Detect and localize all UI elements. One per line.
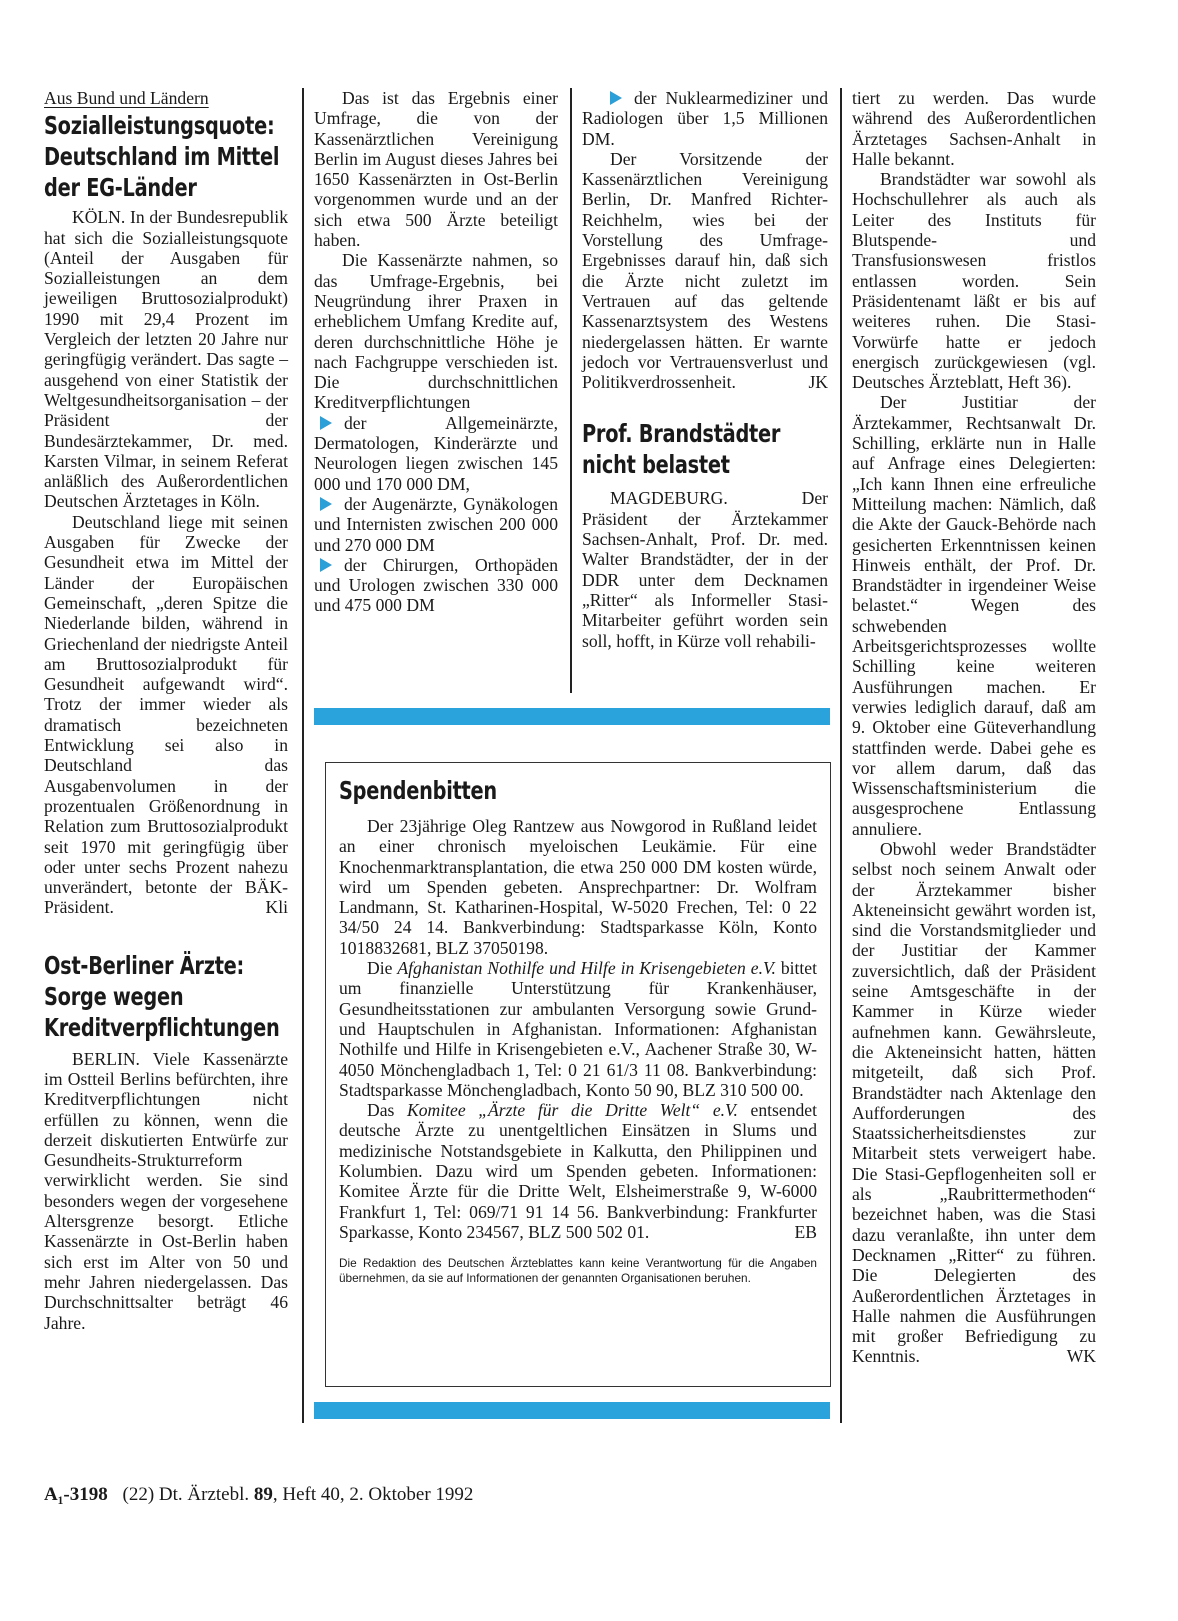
- donation-paragraph: [339, 1100, 817, 1242]
- donation-paragraph: Der 23jährige Oleg Rantzew aus Nowgorod in Rußland leidet an einer chronisch myeloischen Leukämie. Für eine Knochenmarktransplantation, die etwa 250 000 DM kosten würde, wird um Spenden gebeten. Ansprechpartner: Dr. Wolfram Landmann, St. Katharinen-Hospital, W-5020 Frechen, Tel: 0 22 34/50 24 14. Bankverbindung: Stadtsparkasse Köln, Konto 1018832681, BLZ 37050198.: [339, 816, 817, 958]
- article-paragraph: BERLIN. Viele Kassenärzte im Ostteil Berlins befürchten, ihre Kreditverpflichtungen nicht erfüllen zu können, wenn die derzeit diskutierten Entwürfe zur Gesundheits-Strukturreform verwirklicht werden. Sie sind besonders wegen der vorgesehene Altersgrenze besorgt. Etliche Kassenärzte in Ost-Berlin haben sich erst im Alter von 50 und mehr Jahren niedergelassen. Das Durchschnittsalter beträgt 46 Jahre.: [44, 1048, 288, 1333]
- column-3: [582, 88, 828, 651]
- column-rule: [570, 88, 572, 693]
- bullet-item: [314, 413, 558, 494]
- triangle-bullet-icon: [610, 91, 622, 105]
- text-run: entsendet deutsche Ärzte zu unentgeltlichen Einsätzen in Slums und medizinische Notstandsgebiete in Kalkutta, den Philippinen und Kolumbien. Dazu wird um Spenden gebeten. Informationen: Komitee Ärzte für die Dritte Welt, Elsheimerstraße 9, W-6000 Frankfurt 1, Tel: 069/71 91 14 56. Bankverbindung: Frankfurter Sparkasse, Konto 234567, BLZ 500 502 01.: [339, 1100, 817, 1242]
- headline-line: Sorge wegen: [44, 981, 184, 1011]
- text-run: Die: [367, 958, 398, 979]
- bullet-item: [314, 555, 558, 616]
- donation-box-content: [339, 775, 817, 1285]
- author-signature: WK: [1066, 1346, 1096, 1367]
- author-signature: JK: [808, 372, 828, 393]
- headline-ost-berliner-aerzte: [44, 950, 288, 1043]
- triangle-bullet-icon: [320, 416, 332, 430]
- accent-bar-bottom: [314, 1402, 830, 1419]
- column-1: [44, 88, 288, 1333]
- journal-name: Dt. Ärztebl.: [158, 1484, 250, 1505]
- donation-box-headline: Spendenbitten: [339, 776, 497, 805]
- text-run: Das: [367, 1100, 407, 1121]
- organization-name: Komitee „Ärzte für die Dritte Welt“ e.V.: [407, 1100, 738, 1121]
- triangle-bullet-icon: [320, 497, 332, 511]
- organization-name: Afghanistan Nothilfe und Hilfe in Krisengebieten e.V.: [397, 958, 776, 979]
- headline-line: Kreditverpflichtungen: [44, 1012, 280, 1042]
- triangle-bullet-icon: [320, 558, 332, 572]
- bullet-item: [582, 88, 828, 149]
- article-paragraph: Das ist das Ergebnis einer Umfrage, die von der Kassenärztlichen Vereinigung Berlin im August dieses Jahres bei 1650 Kassenärzten in Ost-Berlin vorgenommen wurde und an der sich etwa 500 Ärzte beteiligt haben.: [314, 88, 558, 251]
- author-signature: Kli: [265, 897, 288, 918]
- headline-line: nicht belastet: [582, 450, 730, 480]
- article-paragraph: [582, 149, 828, 393]
- headline-line: Deutschland im Mittel: [44, 142, 280, 172]
- paragraph-text: Deutschland liege mit seinen Ausgaben für Zwecke der Gesundheit etwa im Mittel der Länder der Europäischen Gemeinschaft, „deren Spitze die Niederlande bilden, während in Griechenland der niedrigste Anteil am Bruttosozialprodukt für Gesundheit aufgewandt wird“. Trotz der immer wieder als dramatisch bezeichneten Entwicklung sei also in Deutschland das Ausgabenvolumen in der prozentualen Größenordnung in Relation zum Bruttosozialprodukt seit 1970 mit geringfügig über oder unter sechs Prozent nahezu unverändert, betonte der BÄK-Präsident.: [44, 511, 288, 918]
- paragraph-text: Der Vorsitzende der Kassenärztlichen Vereinigung Berlin, Dr. Manfred Richter-Reichhelm, wies bei der Vorstellung des Umfrage-Ergebnisses darauf hin, daß sich die Ärzte nicht zuletzt im Vertrauen auf das geltende Kassenarztsystem des Westens niedergelassen hätten. Er warnte jedoch vor Vertrauensverlust und Politikverdrossenheit.: [582, 148, 828, 393]
- page-footer: [44, 1484, 473, 1506]
- headline-prof-brandstaedter: [582, 418, 828, 480]
- section-kicker: Aus Bund und Ländern: [44, 88, 209, 108]
- headline-line: Ost-Berliner Ärzte:: [44, 950, 245, 980]
- article-paragraph: Die Kassenärzte nahmen, so das Umfrage-Ergebnis, bei Neugründung ihrer Praxen in erheblichem Umfang Kredite auf, deren durchschnittliche Höhe je nach Fachgruppe verschieden ist. Die durchschnittlichen Kreditverpflichtungen: [314, 250, 558, 413]
- bullet-text: der Augenärzte, Gynäkologen und Internisten zwischen 200 000 und 270 000 DM: [314, 493, 558, 555]
- donation-box: [325, 762, 831, 1387]
- column-4: [852, 88, 1096, 1367]
- editorial-disclaimer: Die Redaktion des Deutschen Ärzteblattes kann keine Verantwortung für die Angaben übernehmen, da sie auf Informationen der genannten Organisationen beruhen.: [339, 1256, 817, 1285]
- article-paragraph: KÖLN. In der Bundesrepublik hat sich die Sozialleistungsquote (Anteil der Ausgaben für Sozialleistungen an dem jeweiligen Bruttosozialprodukt) 1990 mit 29,4 Prozent im Vergleich der letzten 20 Jahre nur geringfügig verändert. Das sagte – ausgehend von einer Statistik der Weltgesundheitsorganisation – der Präsident der Bundesärztekammer, Dr. med. Karsten Vilmar, in seinem Referat anläßlich des Außerordentlichen Deutschen Ärztetages in Köln.: [44, 207, 288, 512]
- text-run: bittet um finanzielle Unterstützung für Krankenhäuser, Gesundheitsstationen zur ambulanten Versorgung sowie Grund- und Hauptschulen in Afghanistan. Informationen: Afghanistan Nothilfe und Hilfe in Krisengebieten e.V., Aachener Straße 30, W-4050 Mönchengladbach 1, Tel: 0 21 61/3 11 08. Bankverbindung: Stadtsparkasse Mönchengladbach, Konto 50 90, BLZ 310 500 00.: [339, 958, 817, 1100]
- issue-date: , Heft 40, 2. Oktober 1992: [272, 1484, 474, 1505]
- article-paragraph: MAGDEBURG. Der Präsident der Ärztekammer Sachsen-Anhalt, Prof. Dr. med. Walter Brandstädter, der in der DDR unter dem Decknamen „Ritter“ als Informeller Stasi-Mitarbeiter geführt worden sein soll, hofft, in Kürze voll rehabili-: [582, 488, 828, 651]
- bullet-text: der Allgemeinärzte, Dermatologen, Kinderärzte und Neurologen liegen zwischen 145 000 und 170 000 DM,: [314, 412, 558, 494]
- article-paragraph: Der Justitiar der Ärztekammer, Rechtsanwalt Dr. Schilling, erklärte nun in Halle auf Anfrage eines Delegierten: „Ich kann Ihnen eine erfreuliche Mitteilung machen: Nämlich, daß die Akte der Gauck-Behörde nach gesicherten Erkenntnissen keinen Hinweis enthält, der Prof. Dr. Brandstädter in irgendeiner Weise belastet.“ Wegen des schwebenden Arbeitsgerichtsprozesses wollte Schilling keine weiteren Ausführungen machen. Er verwies lediglich darauf, daß am 9. Oktober eine Güteverhandlung stattfinden werde. Dabei gehe es vor allem darum, daß das Wissenschaftsministerium die ausgesprochene Entlassung annuliere.: [852, 392, 1096, 839]
- author-signature: EB: [794, 1221, 817, 1242]
- bullet-text: der Chirurgen, Orthopäden und Urologen zwischen 330 000 und 475 000 DM: [314, 554, 558, 616]
- column-2: [314, 88, 558, 616]
- article-paragraph: Brandstädter war sowohl als Hochschullehrer als auch als Leiter des Instituts für Blutspende- und Transfusionswesen fristlos entlassen worden. Sein Präsidentenamt läßt er bis auf weiteres ruhen. Die Stasi-Vorwürfe hatte er jedoch energisch zurückgewiesen (vgl. Deutsches Ärzteblatt, Heft 36).: [852, 169, 1096, 393]
- headline-sozialleistungsquote: [44, 110, 288, 203]
- column-rule: [302, 88, 304, 1423]
- accent-bar-top: [314, 708, 830, 725]
- bullet-text: der Nuklearmediziner und Radiologen über 1,5 Millionen DM.: [582, 88, 828, 149]
- headline-line: Sozialleistungsquote:: [44, 111, 275, 141]
- article-paragraph: tiert zu werden. Das wurde während des Außerordentlichen Ärztetages Sachsen-Anhalt in Halle bekannt.: [852, 88, 1096, 169]
- donation-paragraph: [339, 958, 817, 1100]
- article-paragraph: [852, 839, 1096, 1367]
- page-code: A₁-3198: [44, 1484, 108, 1505]
- journal-volume: 89: [253, 1484, 273, 1505]
- paragraph-text: Obwohl weder Brandstädter selbst noch seinem Anwalt oder der Ärztekammer bisher Akteneinsicht gewährt worden ist, sind die Vorstandsmitglieder und der Justitiar der Kammer zuversichtlich, daß der Präsident seine Amtsgeschäfte in der Kammer in Kürze wieder aufnehmen kann. Gewährsleute, die Akteneinsicht hatten, hätten mitgeteilt, daß sich Prof. Brandstädter nach Aktenlage den Aufforderungen des Staatssicherheitsdienstes zur Mitarbeit stets verweigert habe. Die Stasi-Gepflogenheiten soll er als „Raubrittermethoden“ bezeichnet haben, was die Stasi dazu veranlaßte, ihn unter dem Decknamen „Ritter“ zu führen. Die Delegierten des Außerordentlichen Ärztetages in Halle nahmen die Ausführungen mit großer Befriedigung zu Kenntnis.: [852, 838, 1096, 1367]
- headline-line: der EG-Länder: [44, 173, 197, 203]
- bullet-item: [314, 494, 558, 555]
- article-paragraph: [44, 512, 288, 918]
- column-rule: [840, 88, 842, 1423]
- page-number: (22): [122, 1484, 155, 1505]
- headline-line: Prof. Brandstädter: [582, 419, 781, 449]
